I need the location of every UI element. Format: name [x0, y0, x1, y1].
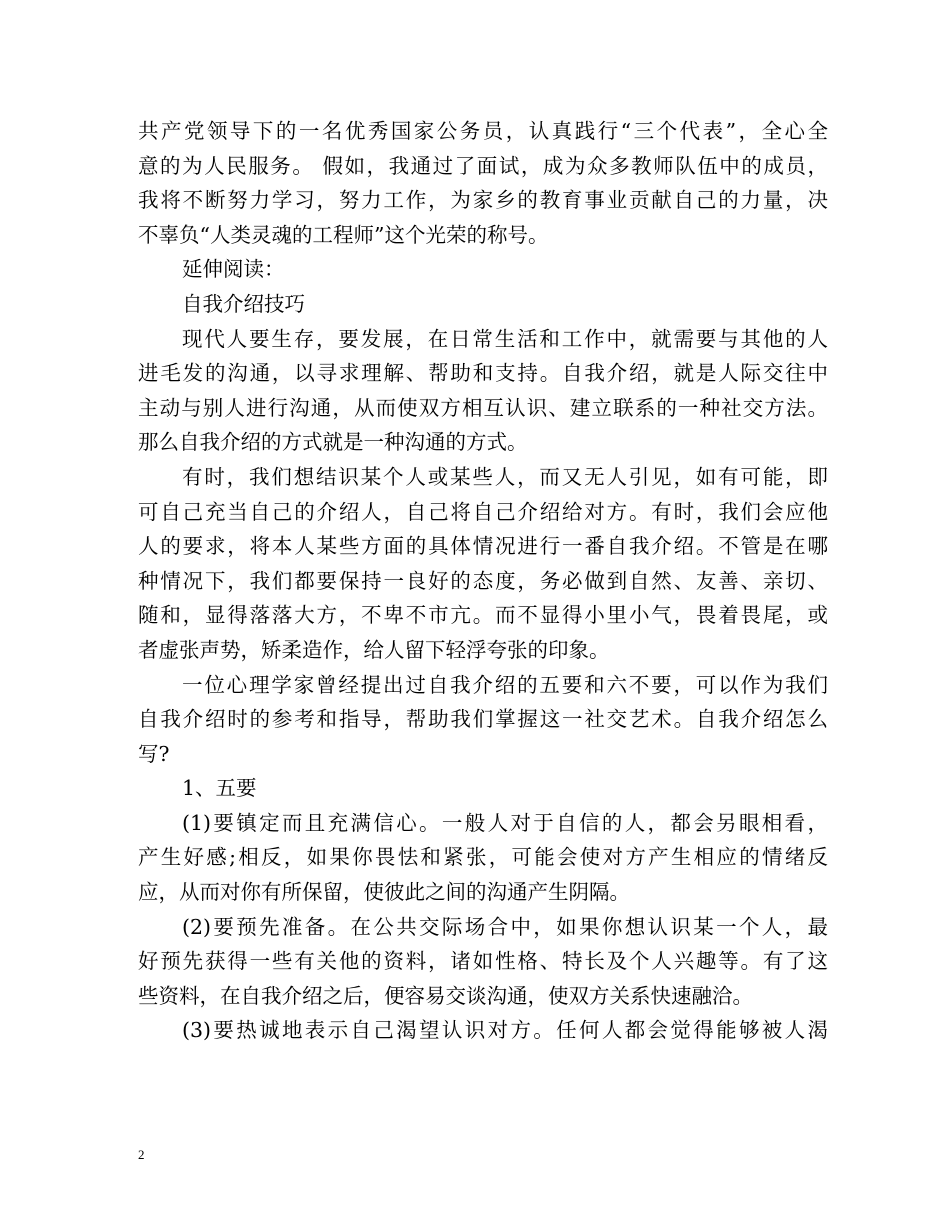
text-line: 人的要求，将本人某些方面的具体情况进行一番自我介绍。不管是在哪 — [138, 534, 828, 559]
text-line: 产生好感;相反，如果你畏怯和紧张，可能会使对方产生相应的情绪反 — [138, 845, 828, 870]
text-line: 1、五要 — [182, 776, 257, 801]
text-line: 延伸阅读： — [182, 257, 285, 282]
text-line: 一位心理学家曾经提出过自我介绍的五要和六不要，可以作为我们 — [182, 672, 828, 697]
document-body — [138, 114, 828, 1048]
text-line: 那么自我介绍的方式就是一种沟通的方式。 — [138, 430, 528, 455]
text-line: 现代人要生存，要发展，在日常生活和工作中，就需要与其他的人 — [182, 326, 828, 351]
text-line: 意的为人民服务。 假如，我通过了面试，成为众多教师队伍中的成员， — [138, 153, 828, 178]
text-line: 随和，显得落落大方，不卑不市亢。而不显得小里小气，畏着畏尾，或 — [138, 603, 828, 628]
text-line: (1)要镇定而且充满信心。一般人对于自信的人，都会另眼相看， — [182, 810, 828, 835]
text-line: 种情况下，我们都要保持一良好的态度，务必做到自然、友善、亲切、 — [138, 568, 828, 593]
text-line: 好预先获得一些有关他的资料，诸如性格、特长及个人兴趣等。有了这 — [138, 949, 828, 974]
text-line: (3)要热诚地表示自己渴望认识对方。任何人都会觉得能够被人渴 — [182, 1018, 828, 1043]
text-line: 些资料，在自我介绍之后，便容易交谈沟通，使双方关系快速融洽。 — [138, 983, 753, 1008]
text-line: 不辜负“人类灵魂的工程师”这个光荣的称号。 — [138, 222, 549, 247]
text-line: 我将不断努力学习，努力工作，为家乡的教育事业贡献自己的力量，决 — [138, 188, 828, 213]
text-line: 写? — [138, 741, 170, 766]
text-line: 主动与别人进行沟通，从而使双方相互认识、建立联系的一种社交方法。 — [138, 395, 828, 420]
text-line: 应，从而对你有所保留，使彼此之间的沟通产生阴隔。 — [138, 880, 630, 905]
text-line: 可自己充当自己的介绍人，自己将自己介绍给对方。有时，我们会应他 — [138, 499, 828, 524]
text-line: 进毛发的沟通，以寻求理解、帮助和支持。自我介绍，就是人际交往中 — [138, 361, 828, 386]
text-line: 有时，我们想结识某个人或某些人，而又无人引见，如有可能，即 — [182, 464, 828, 489]
text-line: 者虚张声势，矫柔造作，给人留下轻浮夸张的印象。 — [138, 637, 610, 662]
text-line: 共产党领导下的一名优秀国家公务员，认真践行“三个代表”，全心全 — [138, 119, 828, 143]
text-line: 自我介绍技巧 — [182, 291, 305, 316]
text-line: 自我介绍时的参考和指导，帮助我们掌握这一社交艺术。自我介绍怎么 — [138, 707, 828, 732]
text-line: (2)要预先准备。在公共交际场合中，如果你想认识某一个人，最 — [182, 914, 828, 939]
page-number: 2 — [138, 1147, 145, 1162]
